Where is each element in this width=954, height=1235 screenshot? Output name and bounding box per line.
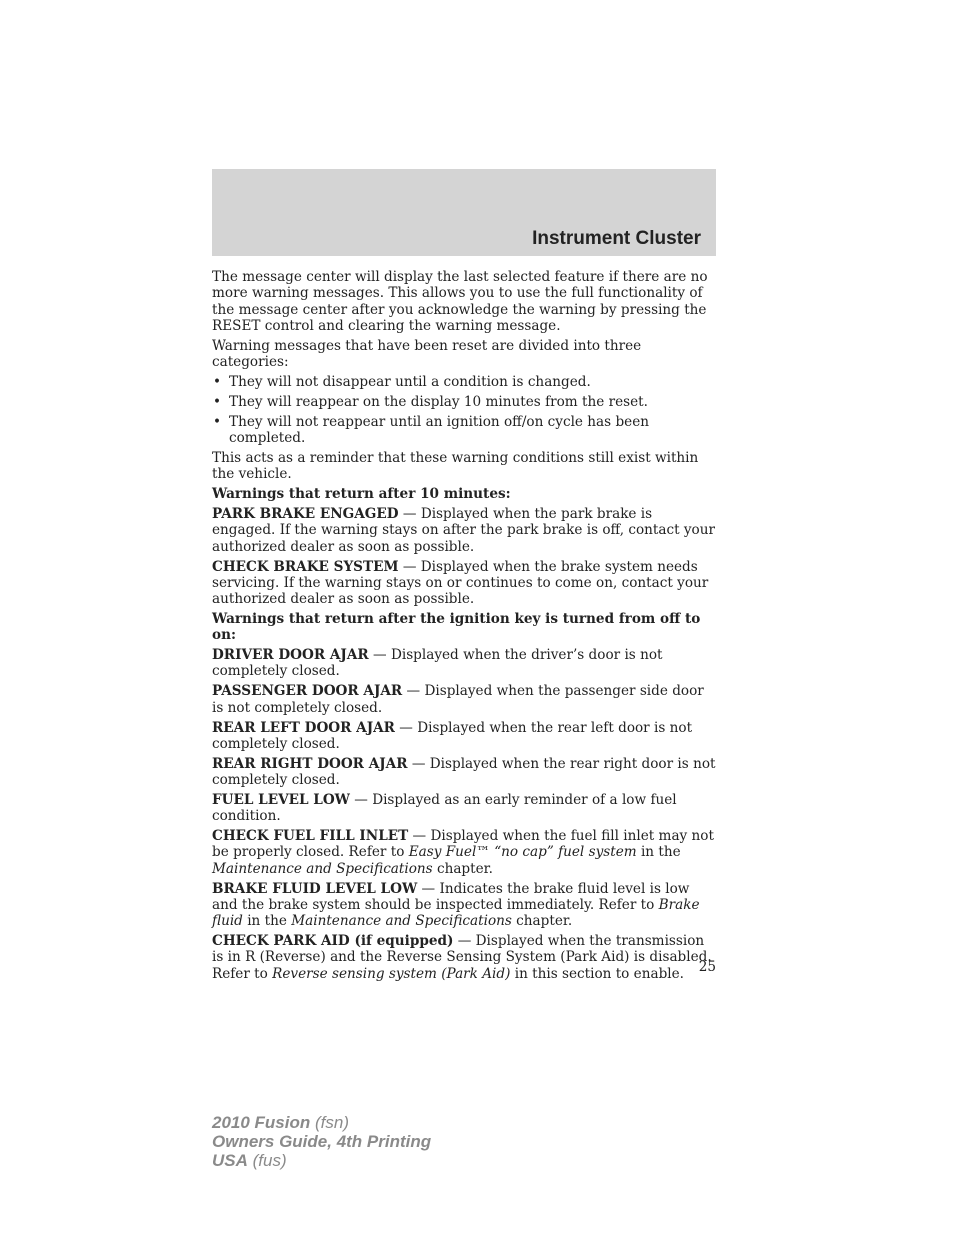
footer-line-guide: Owners Guide, 4th Printing bbox=[212, 1132, 432, 1151]
warning-term: PASSENGER DOOR AJAR bbox=[212, 683, 403, 700]
categories-intro: Warning messages that have been reset are divided into three categories: bbox=[212, 337, 642, 371]
heading-10-minutes: Warnings that return after 10 minutes: bbox=[212, 486, 511, 503]
warning-term: DRIVER DOOR AJAR bbox=[212, 647, 369, 664]
driver-door-entry: DRIVER DOOR AJAR — Displayed when the driver’s door is not completely closed. bbox=[212, 647, 663, 680]
reminder-paragraph: This acts as a reminder that these warning conditions still exist within the vehicle. bbox=[212, 449, 699, 483]
categories-list bbox=[212, 374, 718, 446]
list-item: • They will reappear on the display 10 minutes from the reset. bbox=[213, 393, 648, 410]
bullet-icon: • bbox=[213, 373, 222, 390]
intro-paragraph: The message center will display the last selected feature if there are no more warning messages. This allows you to use the full functionality of the message center after you acknowledge the warning by pressing the RESET control and clearing the warning message. bbox=[212, 269, 708, 334]
footer-line-region: USA (fus) bbox=[212, 1151, 287, 1170]
passenger-door-entry: PASSENGER DOOR AJAR — Displayed when the passenger side door is not completely closed. bbox=[212, 683, 704, 716]
cross-reference: Maintenance and Specifications bbox=[291, 913, 512, 930]
brake-fluid-entry: BRAKE FLUID LEVEL LOW — Indicates the brake fluid level is low and the brake system should be inspected immediately. Refer to Brake fluid in the Maintenance and Specifications chapter. bbox=[212, 880, 700, 930]
warning-term: CHECK PARK AID (if equipped) bbox=[212, 933, 454, 950]
section-title: Instrument Cluster bbox=[532, 228, 701, 249]
heading-ignition: Warnings that return after the ignition key is turned from off to on: bbox=[212, 610, 701, 644]
list-item: • They will not disappear until a condition is changed. bbox=[213, 373, 591, 390]
footer-line-model: 2010 Fusion (fsn) bbox=[212, 1113, 349, 1132]
cross-reference: Easy Fuel™ “no cap” fuel system bbox=[408, 844, 637, 861]
cross-reference: Maintenance and Specifications bbox=[212, 860, 433, 877]
rear-right-door-entry: REAR RIGHT DOOR AJAR — Displayed when the rear right door is not completely closed. bbox=[212, 755, 716, 789]
bullet-icon: • bbox=[213, 393, 222, 410]
page-number: 25 bbox=[698, 959, 716, 975]
page-content bbox=[212, 269, 718, 986]
warning-term: FUEL LEVEL LOW bbox=[212, 791, 350, 808]
park-aid-entry: CHECK PARK AID (if equipped) — Displayed when the transmission is in R (Reverse) and the Reverse Sensing System (Park Aid) is disabled. Refer to Reverse sensing system (Park Aid) in this section to enable. bbox=[212, 933, 712, 982]
warning-term: REAR LEFT DOOR AJAR bbox=[212, 719, 395, 736]
bullet-icon: • bbox=[213, 413, 222, 430]
cross-reference: Reverse sensing system (Park Aid) bbox=[272, 965, 511, 982]
fuel-low-entry: FUEL LEVEL LOW — Displayed as an early reminder of a low fuel condition. bbox=[212, 791, 677, 825]
rear-left-door-entry: REAR LEFT DOOR AJAR — Displayed when the rear left door is not completely closed. bbox=[212, 719, 693, 752]
warning-term: CHECK FUEL FILL INLET bbox=[212, 828, 409, 845]
warning-term: CHECK BRAKE SYSTEM bbox=[212, 558, 399, 575]
chapter-header-band bbox=[212, 169, 716, 256]
cross-reference: Brake fluid bbox=[212, 896, 700, 930]
document-footer bbox=[212, 1113, 431, 1170]
check-brake-entry: CHECK BRAKE SYSTEM — Displayed when the brake system needs servicing. If the warning stays on or continues to come on, contact your authorized dealer as soon as possible. bbox=[212, 558, 709, 608]
park-brake-entry: PARK BRAKE ENGAGED — Displayed when the park brake is engaged. If the warning stays on after the park brake is off, contact your authorized dealer as soon as possible. bbox=[212, 506, 715, 555]
warning-term: REAR RIGHT DOOR AJAR bbox=[212, 755, 408, 772]
warning-term: BRAKE FLUID LEVEL LOW bbox=[212, 880, 418, 897]
list-item: • They will not reappear until an ignition off/on cycle has been completed. bbox=[213, 413, 650, 447]
fuel-inlet-entry: CHECK FUEL FILL INLET — Displayed when the fuel fill inlet may not be properly closed. Refer to Easy Fuel™ “no cap” fuel system in the Maintenance and Specifications chapter. bbox=[212, 828, 714, 877]
warning-term: PARK BRAKE ENGAGED bbox=[212, 506, 399, 523]
